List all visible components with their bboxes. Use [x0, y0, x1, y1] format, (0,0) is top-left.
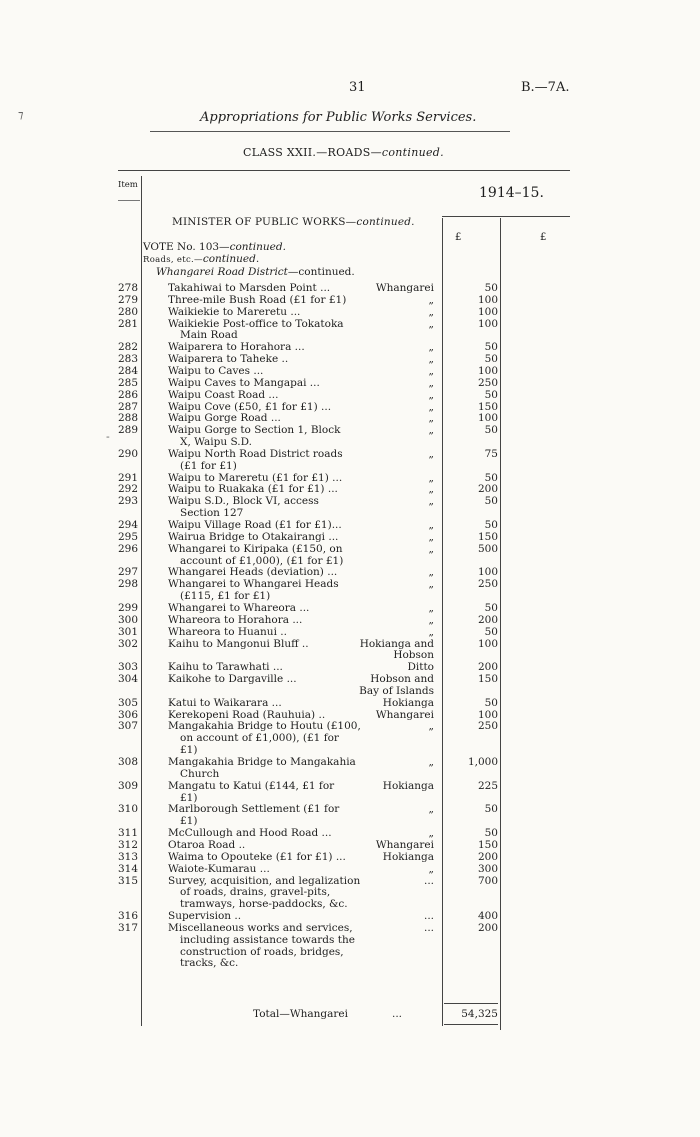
table-row-continuation	[0, 649, 700, 661]
table-row	[0, 626, 700, 638]
item-number: 308	[118, 756, 139, 768]
table-row	[0, 578, 700, 590]
item-description: Waipu Gorge to Section 1, Block	[168, 424, 341, 437]
roads-text: Roads, etc.—	[143, 255, 203, 265]
item-description: Waipu S.D., Block VI, access	[168, 495, 319, 508]
item-amount: 700	[477, 874, 498, 887]
item-number: 288	[118, 412, 139, 425]
margin-mark: -	[106, 430, 110, 443]
item-number: 309	[118, 779, 139, 792]
item-number: 293	[118, 495, 139, 508]
total-top-rule	[444, 1003, 498, 1004]
item-number: 315	[118, 874, 139, 887]
item-district: Hokianga	[382, 779, 434, 792]
class-heading-suffix: continued.	[381, 146, 444, 159]
year-under-rule	[442, 216, 570, 217]
table-row	[0, 720, 700, 732]
item-description: McCullough and Hood Road ...	[168, 827, 332, 840]
table-row	[0, 863, 700, 875]
item-district: „	[428, 353, 434, 366]
item-district: „	[428, 447, 434, 460]
item-amount: 100	[477, 708, 498, 721]
table-row	[0, 377, 700, 389]
item-description: X, Waipu S.D.	[180, 436, 253, 449]
item-number: 304	[118, 673, 139, 686]
item-amount: 225	[477, 779, 498, 792]
item-number: 317	[118, 921, 139, 934]
item-number: 282	[118, 341, 139, 354]
table-row	[0, 566, 700, 578]
currency-symbol-right: £	[540, 232, 547, 243]
item-description: Mangakahia Bridge to Houtu (£100,	[168, 720, 361, 733]
item-description: Waiote-Kumarau ...	[168, 862, 270, 875]
table-row	[0, 803, 700, 815]
item-district: ...	[423, 874, 434, 887]
item-description: Waiparera to Horahora ...	[168, 341, 305, 354]
minister-suffix: continued.	[356, 216, 415, 228]
total-bottom-rule	[444, 1024, 498, 1025]
item-district: „	[428, 613, 434, 626]
item-amount: 50	[484, 827, 498, 840]
item-amount: 300	[477, 862, 498, 875]
item-amount: 50	[484, 601, 498, 614]
item-district: „	[428, 530, 434, 543]
item-description: Otaroa Road ..	[168, 838, 246, 851]
item-amount: 200	[477, 850, 498, 863]
item-amount: 500	[477, 542, 498, 555]
item-district: „	[428, 341, 434, 354]
item-number: 300	[118, 613, 139, 626]
item-description: Waipu Gorge Road ...	[168, 412, 281, 425]
table-row	[0, 839, 700, 851]
table-row	[0, 519, 700, 531]
item-amount: 50	[484, 519, 498, 531]
table-row	[0, 543, 700, 555]
item-amount: 50	[484, 341, 498, 354]
table-row-continuation	[0, 792, 700, 804]
item-number: 285	[118, 376, 139, 389]
item-description: Waipu to Caves ...	[168, 364, 264, 377]
item-description: Waipu North Road District roads	[168, 447, 343, 460]
item-number: 306	[118, 708, 139, 721]
item-description: Three-mile Bush Road (£1 for £1)	[168, 293, 347, 306]
item-district: Hobson and	[370, 673, 434, 686]
item-description: including assistance towards the	[180, 933, 355, 946]
item-number: 303	[118, 661, 139, 674]
table-row	[0, 389, 700, 401]
item-amount: 50	[484, 353, 498, 366]
table-row-continuation	[0, 768, 700, 780]
item-district: „	[428, 388, 434, 401]
item-number: 305	[118, 696, 139, 709]
column-header-item: Item	[118, 180, 138, 190]
item-district: „	[428, 566, 434, 579]
item-district: ...	[423, 921, 434, 934]
item-district: „	[428, 720, 434, 733]
minister-heading	[172, 216, 415, 228]
item-district: „	[428, 471, 434, 484]
item-amount: 50	[484, 424, 498, 437]
currency-symbol-left: £	[455, 232, 462, 243]
item-district: „	[428, 400, 434, 413]
item-amount: 50	[484, 471, 498, 484]
item-amount: 100	[477, 317, 498, 330]
table-row-continuation	[0, 744, 700, 756]
item-district: „	[428, 483, 434, 496]
item-number: 278	[118, 282, 139, 294]
item-district: „	[428, 756, 434, 768]
table-row	[0, 875, 700, 887]
item-description: Waima to Opouteke (£1 for £1) ...	[168, 850, 346, 863]
item-description: Whangarei Heads (deviation) ...	[168, 566, 338, 579]
item-district: „	[428, 376, 434, 389]
item-description: (£1 for £1)	[180, 459, 237, 472]
item-district: Hokianga	[382, 696, 434, 709]
item-number: 292	[118, 483, 139, 496]
table-row-continuation	[0, 946, 700, 958]
item-description: Waipu Village Road (£1 for £1)...	[168, 519, 342, 531]
item-header-rule	[118, 200, 140, 201]
item-description: Mangatu to Katui (£144, £1 for	[168, 779, 335, 792]
page-number: 31	[349, 80, 366, 95]
item-amount: 150	[477, 838, 498, 851]
item-amount: 50	[484, 803, 498, 816]
item-amount: 200	[477, 661, 498, 674]
item-number: 301	[118, 625, 139, 638]
item-description: Kaihu to Mangonui Bluff ..	[168, 637, 309, 650]
total-label: Total—Whangarei	[253, 1008, 348, 1020]
item-amount: 100	[477, 305, 498, 318]
minister-text: MINISTER OF PUBLIC WORKS—	[172, 216, 357, 228]
item-district: „	[428, 412, 434, 425]
item-number: 312	[118, 838, 139, 851]
item-district: Whangarei	[375, 708, 434, 721]
table-row	[0, 922, 700, 934]
item-number: 280	[118, 305, 139, 318]
vote-heading	[143, 241, 286, 253]
item-amount: 250	[477, 720, 498, 733]
item-number: 297	[118, 566, 139, 579]
item-description: Whareora to Horahora ...	[168, 613, 303, 626]
item-description: on account of £1,000), (£1 for	[180, 732, 339, 745]
item-description: Waipu Coast Road ...	[168, 388, 279, 401]
item-amount: 400	[477, 910, 498, 923]
total-dots: ...	[392, 1008, 403, 1020]
item-number: 281	[118, 317, 139, 330]
table-row	[0, 495, 700, 507]
item-description: account of £1,000), (£1 for £1)	[180, 554, 344, 567]
table-row	[0, 353, 700, 365]
item-district: „	[428, 305, 434, 318]
item-description: tracks, &c.	[180, 957, 239, 970]
item-description: £1)	[180, 791, 198, 804]
item-description: Whangarei to Kiripaka (£150, on	[168, 542, 343, 555]
item-number: 302	[118, 637, 139, 650]
table-row-continuation	[0, 732, 700, 744]
column-header-year: 1914–15.	[479, 185, 544, 201]
item-description: Survey, acquisition, and legalization	[168, 874, 361, 887]
item-amount: 50	[484, 696, 498, 709]
table-row	[0, 483, 700, 495]
item-district: „	[428, 519, 434, 531]
table-row	[0, 697, 700, 709]
item-number: 287	[118, 400, 139, 413]
item-number: 286	[118, 388, 139, 401]
item-description: Whareora to Huanui ..	[168, 625, 287, 638]
table-row	[0, 673, 700, 685]
item-description: Mangakahia Bridge to Mangakahia	[168, 756, 356, 768]
item-district: „	[428, 827, 434, 840]
item-number: 284	[118, 364, 139, 377]
document-reference: B.—7A.	[521, 80, 570, 95]
class-heading	[243, 146, 444, 159]
table-row	[0, 602, 700, 614]
table-row	[0, 756, 700, 768]
item-district: „	[428, 625, 434, 638]
item-description: Takahiwai to Marsden Point ...	[168, 282, 331, 294]
item-district: Hokianga and	[359, 637, 434, 650]
item-description: Main Road	[180, 329, 238, 342]
table-row	[0, 306, 700, 318]
item-amount: 100	[477, 364, 498, 377]
vote-suffix: continued.	[229, 241, 286, 253]
item-number: 310	[118, 803, 139, 816]
roads-heading	[143, 253, 259, 265]
item-amount: 150	[477, 530, 498, 543]
table-row	[0, 661, 700, 673]
item-amount: 50	[484, 625, 498, 638]
item-district: Whangarei	[375, 282, 434, 294]
item-description: construction of roads, bridges,	[180, 945, 344, 958]
item-description: (£115, £1 for £1)	[180, 590, 271, 603]
item-description: Kaikohe to Dargaville ...	[168, 673, 297, 686]
table-row	[0, 318, 700, 330]
item-number: 283	[118, 353, 139, 366]
item-number: 296	[118, 542, 139, 555]
table-row	[0, 827, 700, 839]
item-number: 291	[118, 471, 139, 484]
table-row-continuation	[0, 590, 700, 602]
title-rule	[150, 131, 510, 132]
item-description: Marlborough Settlement (£1 for	[168, 803, 340, 816]
item-description: Miscellaneous works and services,	[168, 921, 353, 934]
table-row	[0, 472, 700, 484]
item-district: ...	[423, 910, 434, 923]
item-description: of roads, drains, gravel-pits,	[180, 886, 331, 899]
item-district: Ditto	[407, 661, 434, 674]
item-description: Waikiekie to Mareretu ...	[168, 305, 301, 318]
item-district: „	[428, 803, 434, 816]
table-top-rule	[118, 170, 570, 171]
table-row-continuation	[0, 685, 700, 697]
table-row	[0, 638, 700, 650]
item-district: „	[428, 495, 434, 508]
item-description: Church	[180, 767, 220, 780]
table-row-continuation	[0, 329, 700, 341]
item-district: „	[428, 542, 434, 555]
page-title: Appropriations for Public Works Services.	[200, 110, 477, 125]
item-number: 311	[118, 827, 139, 840]
item-amount: 1,000	[467, 756, 498, 768]
table-row	[0, 709, 700, 721]
item-amount: 200	[477, 613, 498, 626]
total-amount: 54,325	[461, 1008, 498, 1020]
item-number: 289	[118, 424, 139, 437]
item-description: Katui to Waikarara ...	[168, 696, 282, 709]
item-district: Whangarei	[375, 838, 434, 851]
item-number: 314	[118, 862, 139, 875]
table-row-continuation	[0, 555, 700, 567]
item-description: £1)	[180, 815, 198, 828]
district-text: Whangarei Road District	[156, 266, 288, 278]
item-district: „	[428, 364, 434, 377]
item-amount: 50	[484, 495, 498, 508]
table-row-continuation	[0, 436, 700, 448]
item-district: „	[428, 293, 434, 306]
item-number: 290	[118, 447, 139, 460]
item-description: Supervision ..	[168, 910, 242, 923]
district-suffix: —continued.	[287, 266, 355, 278]
class-heading-text: CLASS XXII.—ROADS—	[243, 146, 382, 159]
item-number: 279	[118, 293, 139, 306]
table-row-continuation	[0, 957, 700, 969]
table-row	[0, 910, 700, 922]
item-district: Hobson	[393, 649, 434, 662]
item-description: tramways, horse-paddocks, &c.	[180, 898, 348, 911]
item-number: 313	[118, 850, 139, 863]
item-description: Whangarei to Whangarei Heads	[168, 578, 339, 591]
item-amount: 100	[477, 293, 498, 306]
district-heading	[156, 266, 355, 278]
item-description: Waipu to Mareretu (£1 for £1) ...	[168, 471, 343, 484]
item-amount: 150	[477, 673, 498, 686]
item-description: Waipu to Ruakaka (£1 for £1) ...	[168, 483, 338, 496]
vote-text: VOTE No. 103—	[143, 241, 230, 253]
table-row-continuation	[0, 886, 700, 898]
item-number: 294	[118, 519, 139, 531]
item-district: „	[428, 601, 434, 614]
table-row	[0, 401, 700, 413]
item-amount: 200	[477, 921, 498, 934]
item-number: 307	[118, 720, 139, 733]
item-district: „	[428, 317, 434, 330]
roads-suffix: continued.	[202, 253, 260, 265]
table-row-continuation	[0, 934, 700, 946]
margin-mark: ⁊	[18, 108, 24, 121]
item-number: 295	[118, 530, 139, 543]
table-row	[0, 365, 700, 377]
table-row-continuation	[0, 460, 700, 472]
table-row	[0, 412, 700, 424]
item-amount: 100	[477, 637, 498, 650]
item-description: Kerekopeni Road (Rauhuia) ..	[168, 708, 326, 721]
item-district: „	[428, 862, 434, 875]
item-description: £1)	[180, 744, 198, 757]
table-row	[0, 294, 700, 306]
table-row-continuation	[0, 507, 700, 519]
item-amount: 50	[484, 388, 498, 401]
item-description: Waiparera to Taheke ..	[168, 353, 289, 366]
item-amount: 150	[477, 400, 498, 413]
item-number: 316	[118, 910, 139, 923]
item-description: Waipu Caves to Mangapai ...	[168, 376, 320, 389]
item-description: Waipu Cove (£50, £1 for £1) ...	[168, 400, 332, 413]
item-description: Whangarei to Whareora ...	[168, 601, 310, 614]
item-amount: 50	[484, 282, 498, 294]
item-amount: 75	[484, 447, 498, 460]
item-amount: 200	[477, 483, 498, 496]
item-number: 299	[118, 601, 139, 614]
item-district: Hokianga	[382, 850, 434, 863]
item-amount: 100	[477, 412, 498, 425]
item-district: „	[428, 424, 434, 437]
table-row	[0, 780, 700, 792]
table-row	[0, 341, 700, 353]
item-amount: 250	[477, 376, 498, 389]
table-row	[0, 448, 700, 460]
item-district: „	[428, 578, 434, 591]
item-number: 298	[118, 578, 139, 591]
table-row	[0, 531, 700, 543]
table-row	[0, 424, 700, 436]
table-row-continuation	[0, 815, 700, 827]
table-row	[0, 614, 700, 626]
item-description: Waikiekie Post-office to Tokatoka	[168, 317, 344, 330]
table-row-continuation	[0, 898, 700, 910]
item-amount: 100	[477, 566, 498, 579]
item-description: Kaihu to Tarawhati ...	[168, 661, 283, 674]
table-row	[0, 851, 700, 863]
table-row	[0, 282, 700, 294]
item-description: Section 127	[180, 507, 244, 520]
item-district: Bay of Islands	[359, 684, 434, 697]
item-amount: 250	[477, 578, 498, 591]
item-description: Wairua Bridge to Otakairangi ...	[168, 530, 339, 543]
